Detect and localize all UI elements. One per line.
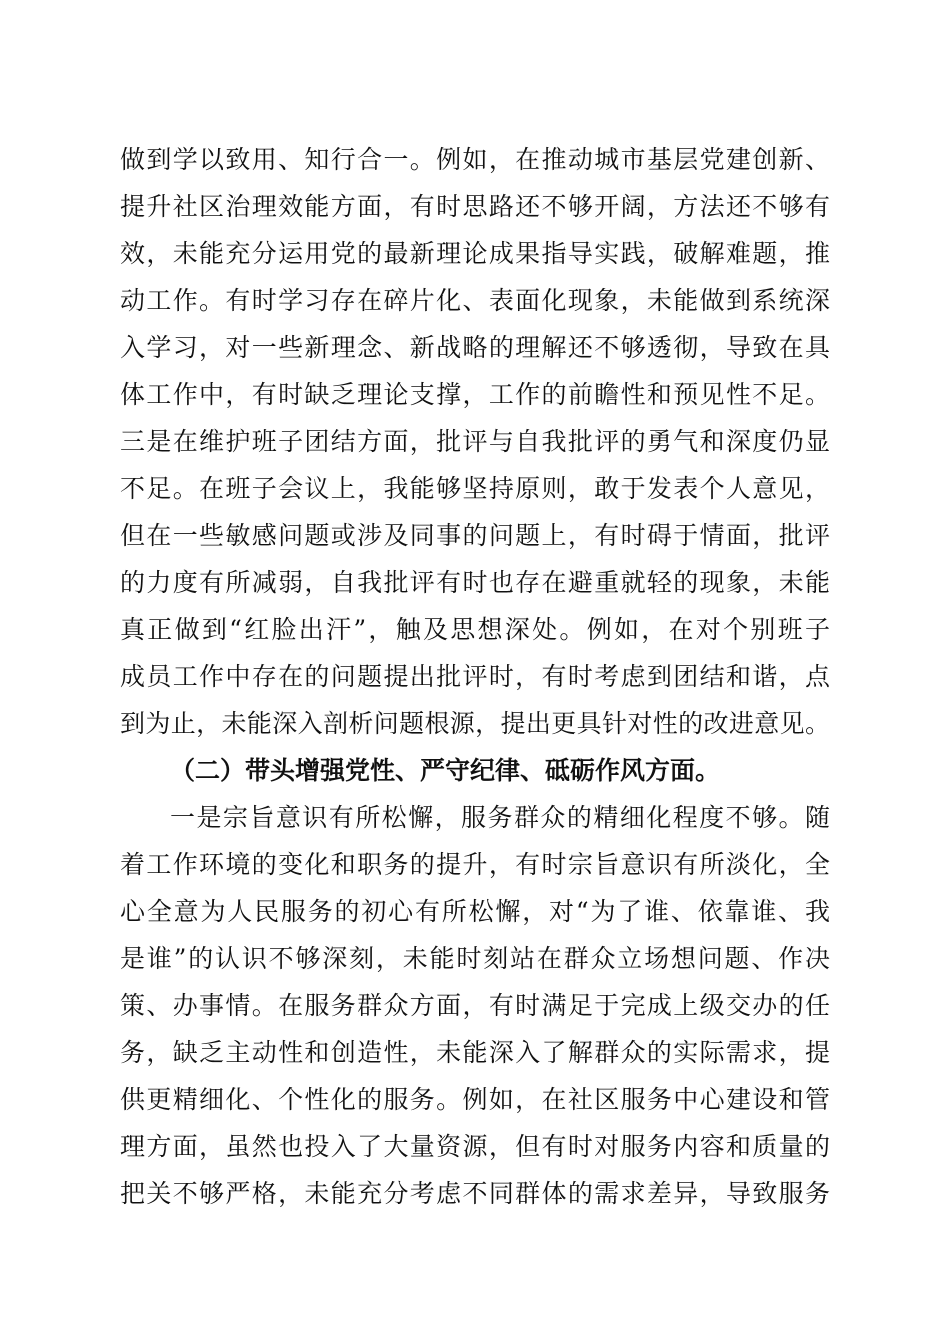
text-line: 但在一些敏感问题或涉及同事的问题上，有时碍于情面，批评 (120, 521, 830, 550)
text-line: 的力度有所减弱，自我批评有时也存在避重就轻的现象，未能 (120, 568, 830, 597)
text-line: 着工作环境的变化和职务的提升，有时宗旨意识有所淡化，全 (120, 850, 830, 879)
text-line: 成员工作中存在的问题提出批评时，有时考虑到团结和谐，点 (120, 662, 830, 691)
text-line: 提升社区治理效能方面，有时思路还不够开阔，方法还不够有 (120, 192, 830, 221)
text-line: 三是在维护班子团结方面，批评与自我批评的勇气和深度仍显 (120, 427, 830, 456)
text-line: 体工作中，有时缺乏理论支撑，工作的前瞻性和预见性不足。 (120, 380, 830, 409)
section-heading: （二）带头增强党性、严守纪律、砥砺作风方面。 (170, 756, 721, 785)
text-line: 是谁”的认识不够深刻，未能时刻站在群众立场想问题、作决 (120, 944, 830, 973)
text-line: 做到学以致用、知行合一。例如，在推动城市基层党建创新、 (120, 145, 830, 174)
text-line: 心全意为人民服务的初心有所松懈，对“为了谁、依靠谁、我 (120, 897, 830, 926)
paragraph-lead-line: 一是宗旨意识有所松懈，服务群众的精细化程度不够。随 (170, 803, 830, 832)
text-line: 动工作。有时学习存在碎片化、表面化现象，未能做到系统深 (120, 286, 830, 315)
text-line: 效，未能充分运用党的最新理论成果指导实践，破解难题，推 (120, 239, 830, 268)
text-line: 务，缺乏主动性和创造性，未能深入了解群众的实际需求，提 (120, 1038, 830, 1067)
text-line: 真正做到“红脸出汗”，触及思想深处。例如，在对个别班子 (120, 615, 830, 644)
text-line: 入学习，对一些新理念、新战略的理解还不够透彻，导致在具 (120, 333, 830, 362)
text-line: 把关不够严格，未能充分考虑不同群体的需求差异，导致服务 (120, 1179, 830, 1208)
text-line: 供更精细化、个性化的服务。例如，在社区服务中心建设和管 (120, 1085, 830, 1114)
text-line: 不足。在班子会议上，我能够坚持原则，敢于发表个人意见， (120, 474, 830, 503)
text-line: 理方面，虽然也投入了大量资源，但有时对服务内容和质量的 (120, 1132, 830, 1161)
text-line: 策、办事情。在服务群众方面，有时满足于完成上级交办的任 (120, 991, 830, 1020)
text-line: 到为止，未能深入剖析问题根源，提出更具针对性的改进意见。 (120, 709, 830, 738)
